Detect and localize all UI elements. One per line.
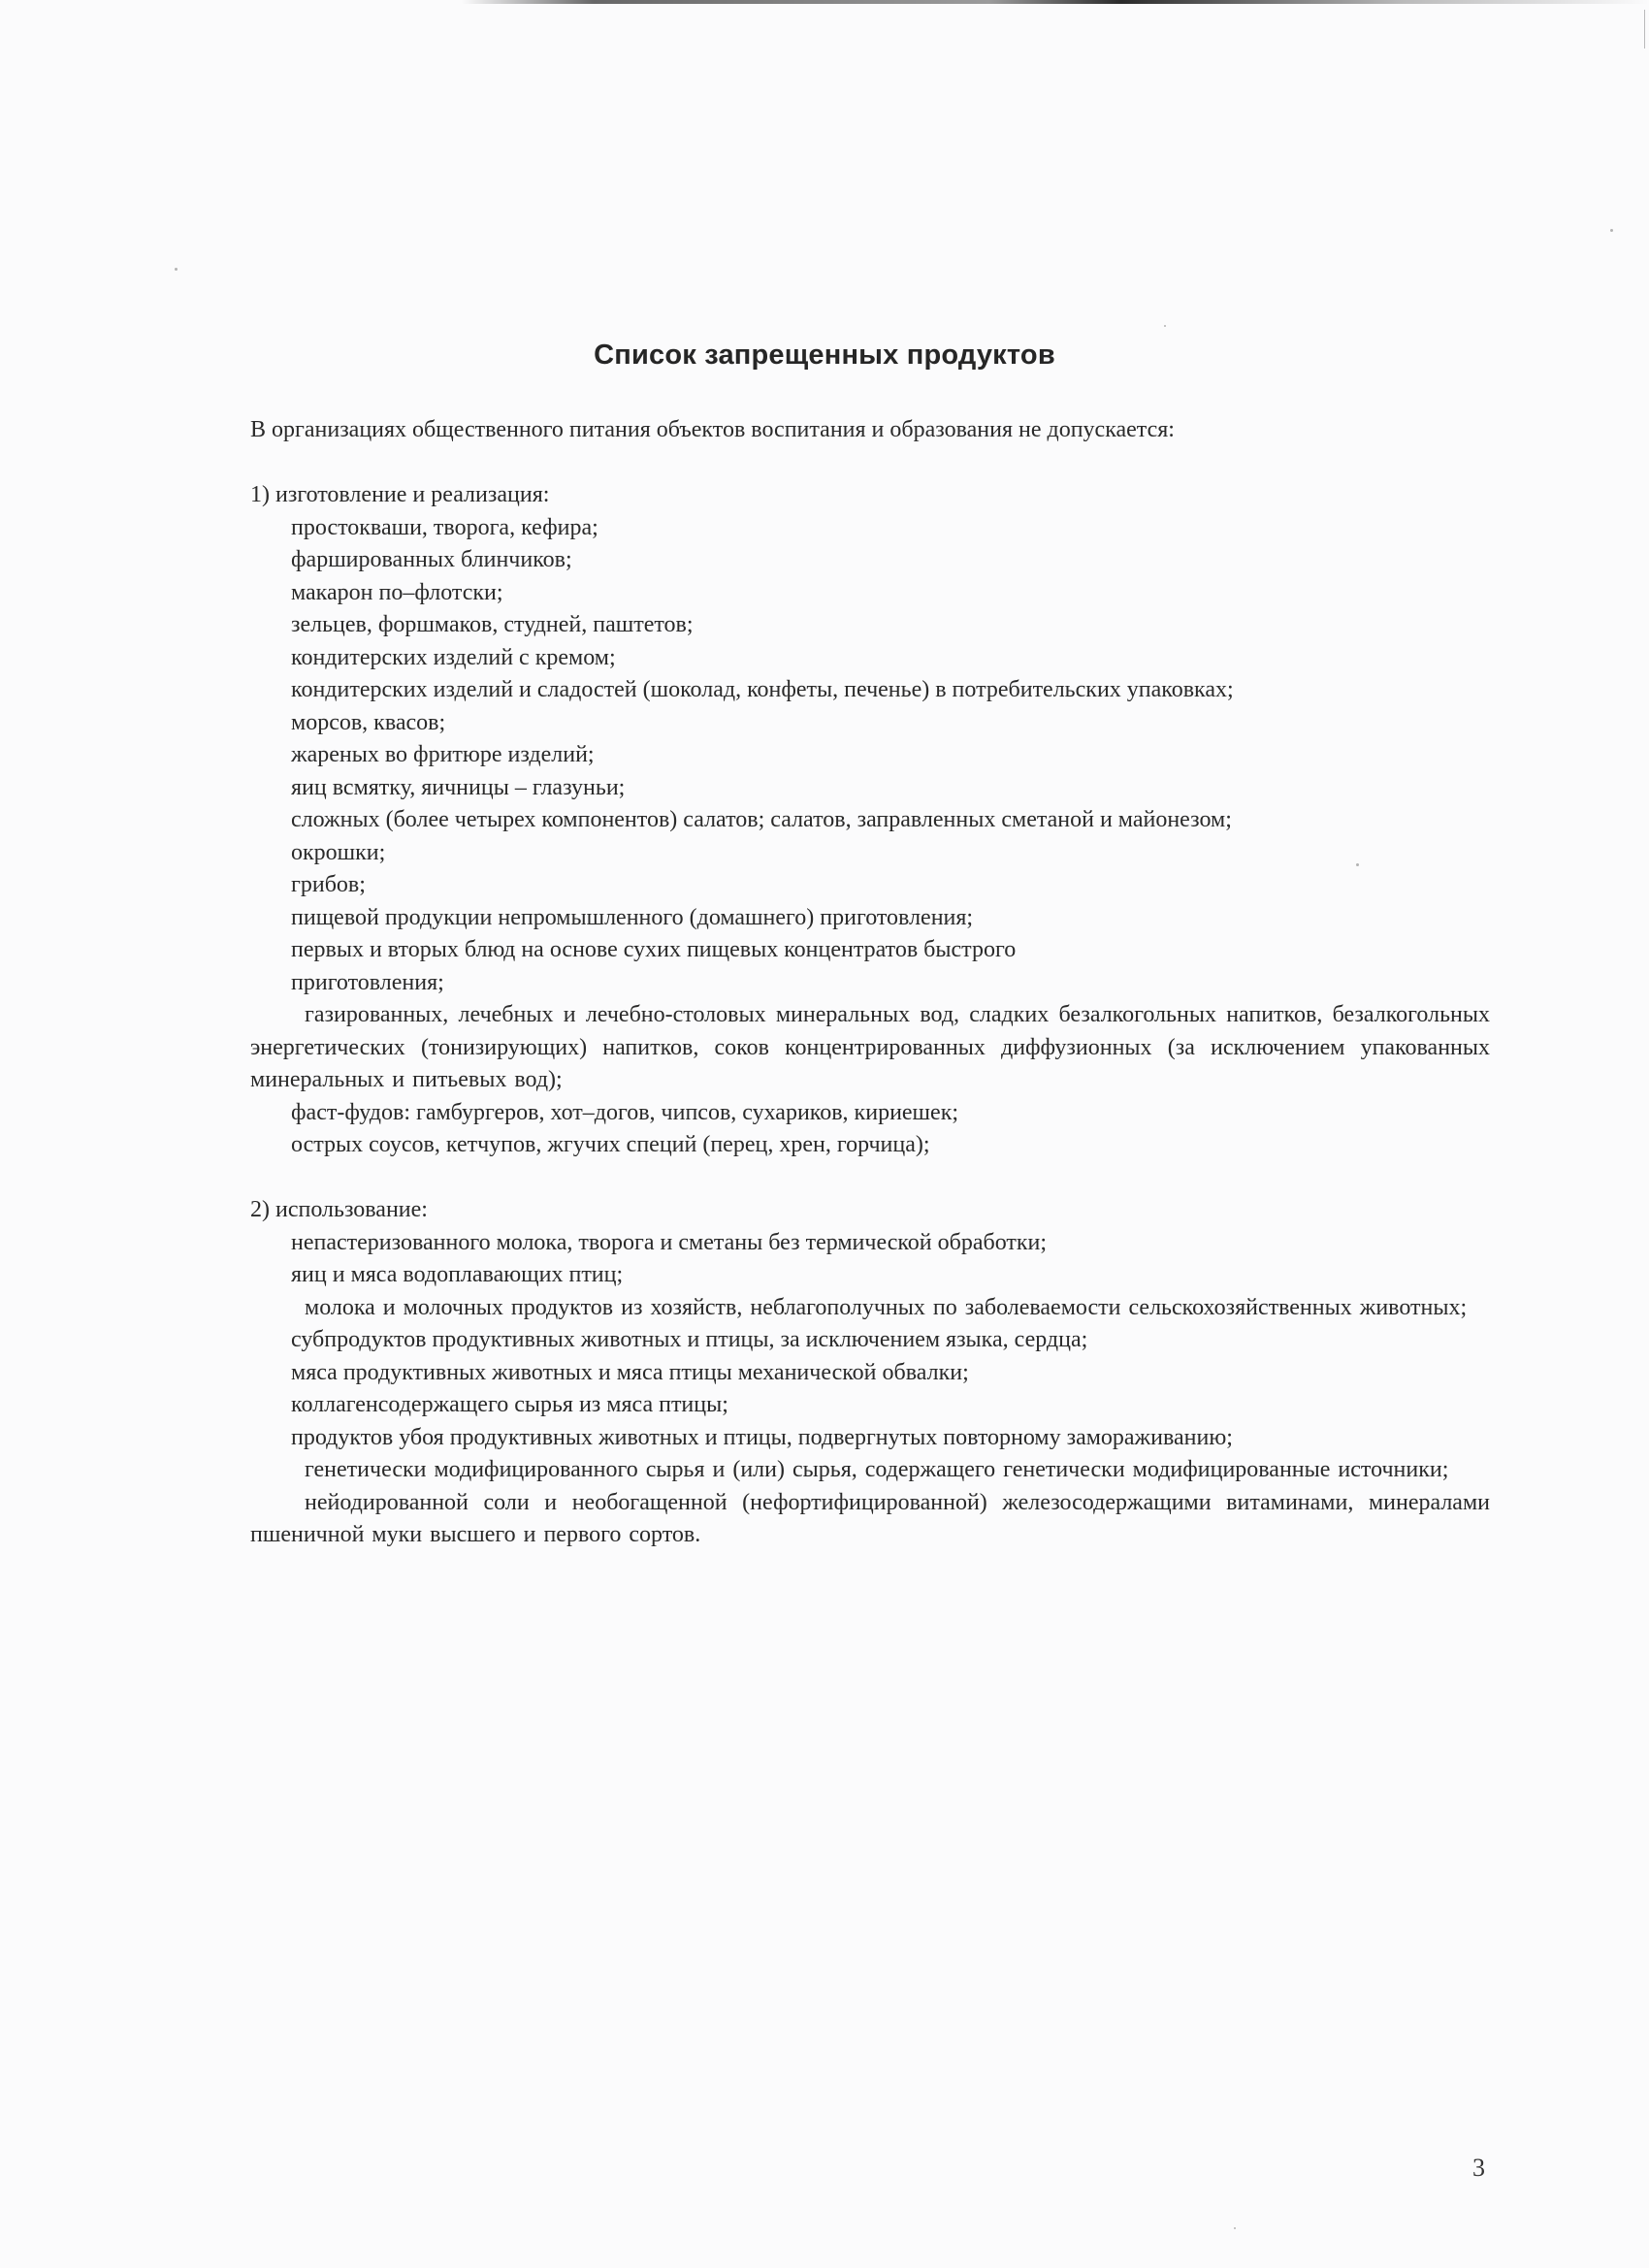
- list-item: яиц и мяса водоплавающих птиц;: [291, 1262, 624, 1287]
- list-item: субпродуктов продуктивных животных и птицы, за исключением языка, сердца;: [291, 1327, 1088, 1352]
- scan-speck: [1610, 229, 1613, 232]
- list-item: приготовления;: [291, 969, 444, 995]
- list-item: мяса продуктивных животных и мяса птицы механической обвалки;: [291, 1359, 969, 1385]
- list-item: нейодированной соли и необогащенной (нефортифицированной) железосодержащими витаминами, минералами пшеничной муки высшего и первого сортов.: [250, 1489, 1490, 1547]
- list-item: зельцев, форшмаков, студней, паштетов;: [291, 612, 694, 637]
- scan-edge-artifact: [0, 0, 1649, 4]
- list-item: грибов;: [291, 872, 366, 897]
- section-production: [250, 479, 1490, 1162]
- list-item: жареных во фритюре изделий;: [291, 742, 595, 767]
- list-item: продуктов убоя продуктивных животных и птицы, подвергнутых повторному замораживанию;: [291, 1424, 1233, 1450]
- list-item: коллагенсодержащего сырья из мяса птицы;: [291, 1392, 728, 1417]
- list-item: газированных, лечебных и лечебно-столовых минеральных вод, сладких безалкогольных напитков, безалкогольных энергетических (тонизирующих) напитков, соков концентрированных диффузионных (за исключением упакованных минеральных и питьевых вод);: [250, 1002, 1490, 1092]
- list-item: простокваши, творога, кефира;: [291, 514, 598, 540]
- intro-paragraph: В организациях общественного питания объектов воспитания и образования не допускается:: [250, 417, 1175, 442]
- list-item: окрошки;: [291, 839, 386, 865]
- scan-edge-artifact: [1644, 10, 1645, 49]
- page-number: 3: [1472, 2154, 1485, 2182]
- list-item: острых соусов, кетчупов, жгучих специй (перец, хрен, горчица);: [291, 1132, 930, 1157]
- list-item: морсов, квасов;: [291, 709, 446, 735]
- list-item: непастеризованного молока, творога и сметаны без термической обработки;: [291, 1229, 1048, 1255]
- scan-speck: [1234, 2227, 1236, 2229]
- list-item: генетически модифицированного сырья и (или) сырья, содержащего генетически модифицированные источники;: [305, 1457, 1449, 1482]
- list-item: макарон по–флотски;: [291, 579, 503, 605]
- list-item: кондитерских изделий и сладостей (шоколад, конфеты, печенье) в потребительских упаковках;: [291, 677, 1234, 702]
- list-item: фаст-фудов: гамбургеров, хот–догов, чипсов, сухариков, кириешек;: [291, 1099, 959, 1125]
- list-item: первых и вторых блюд на основе сухих пищевых концентратов быстрого: [291, 937, 1017, 962]
- list-item: яиц всмятку, яичницы – глазуньи;: [291, 774, 626, 800]
- scan-speck: [1164, 325, 1166, 327]
- section-heading: 2) использование:: [250, 1197, 428, 1222]
- section-usage: [250, 1194, 1490, 1552]
- list-item: пищевой продукции непромышленного (домашнего) приготовления;: [291, 904, 974, 930]
- list-item: фаршированных блинчиков;: [291, 547, 572, 572]
- list-item: сложных (более четырех компонентов) салатов; салатов, заправленных сметаной и майонезом;: [291, 807, 1232, 832]
- document-body: [250, 414, 1490, 1584]
- section-heading: 1) изготовление и реализация:: [250, 482, 550, 507]
- scan-speck: [175, 268, 178, 271]
- document-title: Список запрещенных продуктов: [594, 340, 1055, 371]
- list-item: молока и молочных продуктов из хозяйств, неблагополучных по заболеваемости сельскохозяйственных животных;: [305, 1294, 1468, 1320]
- list-item: кондитерских изделий с кремом;: [291, 644, 616, 670]
